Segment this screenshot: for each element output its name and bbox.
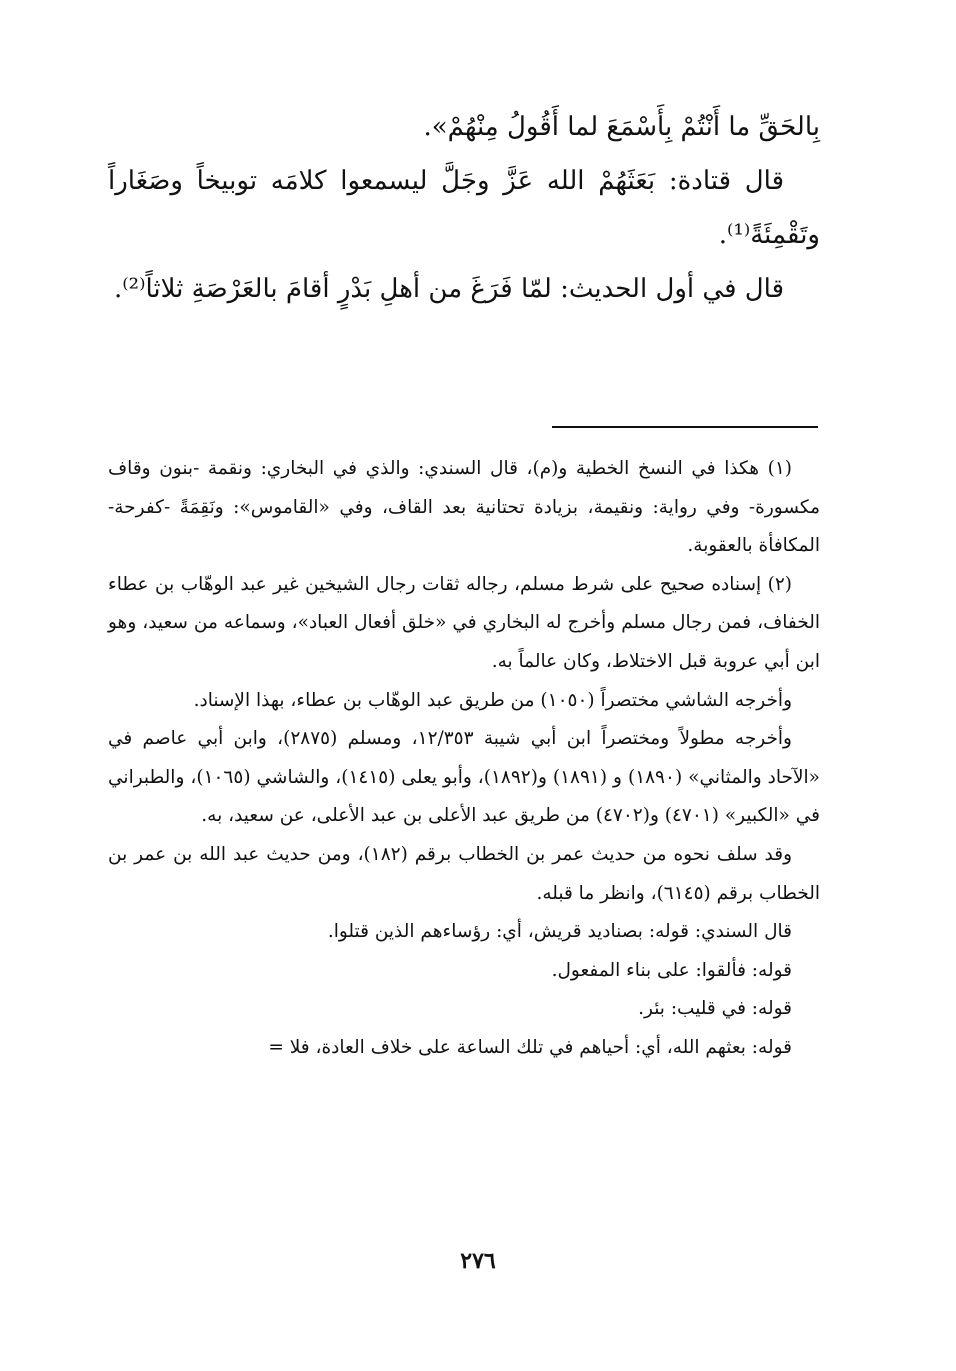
footnote-2-shashi: وأخرجه الشاشي مختصراً (١٠٥٠) من طريق عبد الوهّاب بن عطاء، بهذا الإسناد.: [193, 689, 792, 711]
footnote-sindi-4: قوله: بعثهم الله، أي: أحياهم في تلك الساعة على خلاف العادة، فلا =: [268, 1036, 792, 1058]
main-paragraph-2: قال قتادة: بَعَثَهُمْ الله عَزَّ وجَلَّ ليسمعوا كلامَه توبيخاً وصَغَاراً وتَقْمِئَةً⁽¹⁾.: [108, 166, 820, 250]
footnote-1: (١) هكذا في النسخ الخطية و(م)، قال السندي: والذي في البخاري: ونقمة -بنون وقاف مكسورة- وفي رواية: ونقيمة، بزيادة تحتانية بعد القاف، وفي «القاموس»: ونَقِمَةً -كفرحة- المكافأة بالعقوبة.: [108, 458, 820, 557]
main-text: [108, 100, 820, 316]
footnote-2-sources: وأخرجه مطولاً ومختصراً ابن أبي شيبة ١٢/٣٥٣، ومسلم (٢٨٧٥)، وابن أبي عاصم في «الآحاد والمثاني» (١٨٩٠) و (١٨٩١) و(١٨٩٢)، وأبو يعلى (١٤١٥)، والشاشي (١٠٦٥)، والطبراني في «الكبير» (٤٧٠١) و(٤٧٠٢) من طريق عبد الأعلى بن عبد الأعلى، عن سعيد، به.: [108, 728, 820, 827]
main-paragraph-3: قال في أول الحديث: لمّا فَرَغَ من أهلِ بَدْرٍ أقامَ بالعَرْصَةِ ثلاثاً⁽²⁾.: [113, 274, 784, 304]
footnotes: [108, 450, 820, 1068]
footnote-2-related: وقد سلف نحوه من حديث عمر بن الخطاب برقم (١٨٢)، ومن حديث عبد الله بن عمر بن الخطاب برقم (٦١٤٥)، وانظر ما قبله.: [108, 843, 820, 904]
main-paragraph-1: بِالحَقِّ ما أَنْتُمْ بِأَسْمَعَ لما أَقُولُ مِنْهُمْ».: [423, 112, 820, 142]
footnote-sindi-2: قوله: فألقوا: على بناء المفعول.: [551, 959, 792, 981]
footnote-divider: [552, 426, 818, 428]
footnote-sindi-1: قال السندي: قوله: بصناديد قريش، أي: رؤساءهم الذين قتلوا.: [327, 921, 792, 943]
page-number: ٢٧٦: [460, 1248, 496, 1274]
footnote-2: (٢) إسناده صحيح على شرط مسلم، رجاله ثقات رجال الشيخين غير عبد الوهّاب بن عطاء الخفاف، فمن رجال مسلم وأخرج له البخاري في «خلق أفعال العباد»، وسماعه من سعيد، وهو ابن أبي عروبة قبل الاختلاط، وكان عالماً به.: [108, 573, 820, 672]
footnote-sindi-3: قوله: في قليب: بئر.: [638, 998, 792, 1020]
